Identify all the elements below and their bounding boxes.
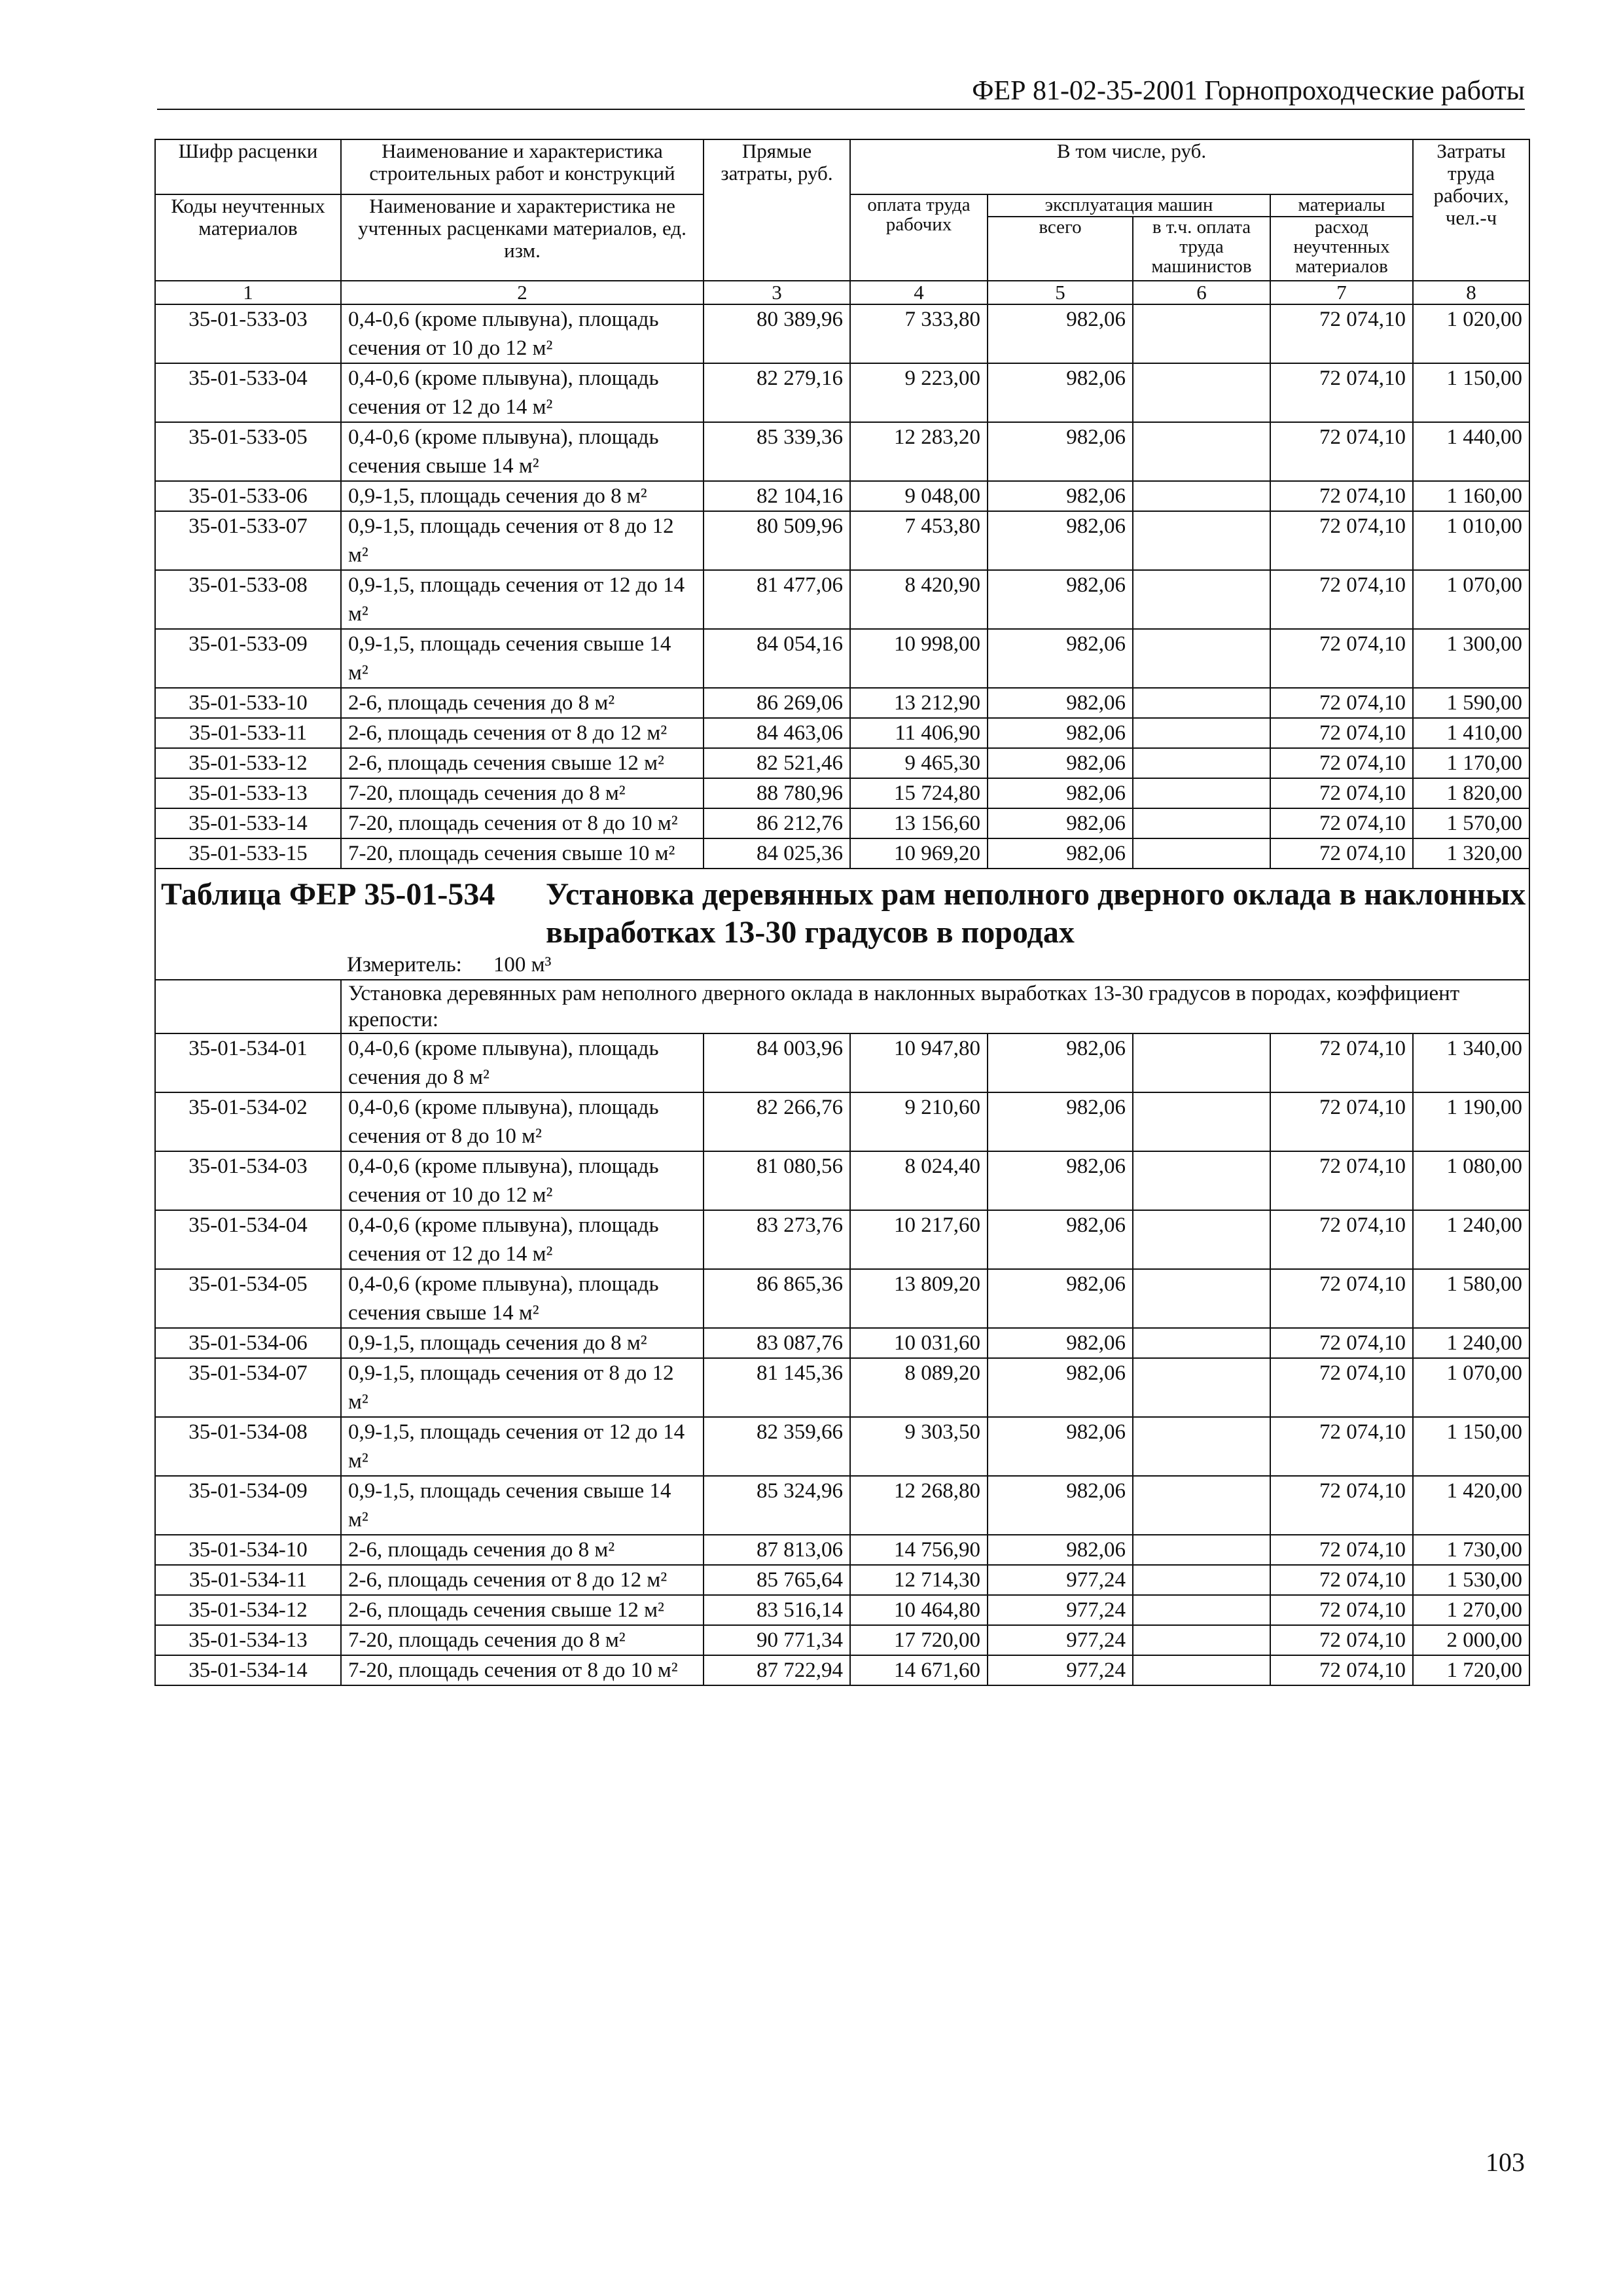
rate-code: 35-01-533-13 xyxy=(155,778,341,808)
table-header xyxy=(155,139,1529,304)
materials-cost: 72 074,10 xyxy=(1270,481,1413,511)
materials-cost: 72 074,10 xyxy=(1270,1092,1413,1151)
materials-cost: 72 074,10 xyxy=(1270,304,1413,363)
table-row xyxy=(155,422,1529,481)
materials-cost: 72 074,10 xyxy=(1270,1358,1413,1417)
work-description: 0,9-1,5, площадь сечения свыше 14 м² xyxy=(341,629,704,688)
machines-cost: 977,24 xyxy=(988,1595,1133,1625)
table-row xyxy=(155,363,1529,422)
workers-wages: 17 720,00 xyxy=(850,1625,988,1655)
labor-hours: 1 070,00 xyxy=(1413,570,1529,629)
labor-hours: 1 410,00 xyxy=(1413,718,1529,748)
column-numbers-row xyxy=(155,281,1529,304)
machinists-wages xyxy=(1133,1092,1270,1151)
machines-cost: 977,24 xyxy=(988,1655,1133,1685)
labor-hours: 1 820,00 xyxy=(1413,778,1529,808)
direct-costs: 81 477,06 xyxy=(704,570,850,629)
work-description: 0,9-1,5, площадь сечения от 12 до 14 м² xyxy=(341,1417,704,1476)
machines-cost: 982,06 xyxy=(988,363,1133,422)
machinists-wages xyxy=(1133,808,1270,838)
rate-code: 35-01-534-12 xyxy=(155,1595,341,1625)
table-row xyxy=(155,511,1529,570)
section-534 xyxy=(155,869,1529,1033)
work-description: 0,4-0,6 (кроме плывуна), площадь сечения от 12 до 14 м² xyxy=(341,1210,704,1269)
column-number: 7 xyxy=(1270,281,1413,304)
table-row xyxy=(155,1210,1529,1269)
table-row xyxy=(155,1476,1529,1535)
table-row xyxy=(155,570,1529,629)
workers-wages: 7 453,80 xyxy=(850,511,988,570)
direct-costs: 85 339,36 xyxy=(704,422,850,481)
workers-wages: 9 465,30 xyxy=(850,748,988,778)
work-description: 0,9-1,5, площадь сечения от 8 до 12 м² xyxy=(341,1358,704,1417)
machinists-wages xyxy=(1133,718,1270,748)
materials-cost: 72 074,10 xyxy=(1270,1269,1413,1328)
work-description: 2-6, площадь сечения до 8 м² xyxy=(341,1535,704,1565)
workers-wages: 8 089,20 xyxy=(850,1358,988,1417)
direct-costs: 87 722,94 xyxy=(704,1655,850,1685)
machines-cost: 982,06 xyxy=(988,511,1133,570)
machinists-wages xyxy=(1133,1655,1270,1685)
labor-hours: 1 010,00 xyxy=(1413,511,1529,570)
workers-wages: 7 333,80 xyxy=(850,304,988,363)
rate-code: 35-01-534-02 xyxy=(155,1092,341,1151)
machinists-wages xyxy=(1133,1417,1270,1476)
rate-code: 35-01-533-06 xyxy=(155,481,341,511)
materials-cost: 72 074,10 xyxy=(1270,1328,1413,1358)
workers-wages: 10 464,80 xyxy=(850,1595,988,1625)
direct-costs: 82 266,76 xyxy=(704,1092,850,1151)
direct-costs: 80 389,96 xyxy=(704,304,850,363)
table-row xyxy=(155,1092,1529,1151)
machines-cost: 982,06 xyxy=(988,1328,1133,1358)
rows-table-533 xyxy=(155,304,1529,869)
work-description: 2-6, площадь сечения свыше 12 м² xyxy=(341,1595,704,1625)
direct-costs: 84 054,16 xyxy=(704,629,850,688)
table-row xyxy=(155,778,1529,808)
labor-hours: 1 150,00 xyxy=(1413,363,1529,422)
labor-hours: 1 170,00 xyxy=(1413,748,1529,778)
rate-code: 35-01-533-09 xyxy=(155,629,341,688)
direct-costs: 86 269,06 xyxy=(704,688,850,718)
direct-costs: 85 324,96 xyxy=(704,1476,850,1535)
machinists-wages xyxy=(1133,838,1270,869)
table-row xyxy=(155,1358,1529,1417)
table-row xyxy=(155,481,1529,511)
machinists-wages xyxy=(1133,1595,1270,1625)
machines-cost: 982,06 xyxy=(988,838,1133,869)
rate-code: 35-01-533-03 xyxy=(155,304,341,363)
header-materials: материалы xyxy=(1270,194,1413,217)
rate-code: 35-01-534-04 xyxy=(155,1210,341,1269)
workers-wages: 13 809,20 xyxy=(850,1269,988,1328)
direct-costs: 82 359,66 xyxy=(704,1417,850,1476)
table-name: Установка деревянных рам неполного дверного оклада в наклонных выработках 13-30 градусов в породах xyxy=(546,877,1526,950)
table-row xyxy=(155,1595,1529,1625)
machines-cost: 982,06 xyxy=(988,1151,1133,1210)
machines-cost: 982,06 xyxy=(988,629,1133,688)
labor-hours: 1 190,00 xyxy=(1413,1092,1529,1151)
table-row xyxy=(155,1328,1529,1358)
meter-line xyxy=(156,952,1529,979)
section-intro: Установка деревянных рам неполного дверного оклада в наклонных выработках 13-30 градусов в породах, коэффициент крепости: xyxy=(341,980,1529,1033)
labor-hours: 1 580,00 xyxy=(1413,1269,1529,1328)
rate-code: 35-01-534-06 xyxy=(155,1328,341,1358)
materials-cost: 72 074,10 xyxy=(1270,511,1413,570)
rate-code: 35-01-534-13 xyxy=(155,1625,341,1655)
workers-wages: 13 156,60 xyxy=(850,808,988,838)
labor-hours: 1 730,00 xyxy=(1413,1535,1529,1565)
workers-wages: 9 223,00 xyxy=(850,363,988,422)
direct-costs: 82 521,46 xyxy=(704,748,850,778)
column-number: 2 xyxy=(341,281,704,304)
intro-empty-cell xyxy=(155,980,341,1033)
rate-code: 35-01-534-11 xyxy=(155,1565,341,1595)
labor-hours: 1 160,00 xyxy=(1413,481,1529,511)
machines-cost: 977,24 xyxy=(988,1565,1133,1595)
workers-wages: 12 714,30 xyxy=(850,1565,988,1595)
workers-wages: 14 671,60 xyxy=(850,1655,988,1685)
materials-cost: 72 074,10 xyxy=(1270,1565,1413,1595)
meter-value: 100 м³ xyxy=(493,953,552,977)
materials-cost: 72 074,10 xyxy=(1270,1595,1413,1625)
work-description: 7-20, площадь сечения свыше 10 м² xyxy=(341,838,704,869)
table-row xyxy=(155,1565,1529,1595)
materials-cost: 72 074,10 xyxy=(1270,422,1413,481)
rate-code: 35-01-534-08 xyxy=(155,1417,341,1476)
machinists-wages xyxy=(1133,481,1270,511)
materials-cost: 72 074,10 xyxy=(1270,808,1413,838)
machinists-wages xyxy=(1133,1358,1270,1417)
rate-code: 35-01-533-12 xyxy=(155,748,341,778)
work-description: 7-20, площадь сечения от 8 до 10 м² xyxy=(341,1655,704,1685)
direct-costs: 87 813,06 xyxy=(704,1535,850,1565)
header-material-consumption: расход неучтенных материалов xyxy=(1270,217,1413,281)
section-intro-row xyxy=(155,980,1529,1033)
materials-cost: 72 074,10 xyxy=(1270,629,1413,688)
header-unaccounted-name: Наименование и характеристика не учтенных расценками материалов, ед. изм. xyxy=(341,194,704,281)
machines-cost: 982,06 xyxy=(988,718,1133,748)
machinists-wages xyxy=(1133,1033,1270,1092)
materials-cost: 72 074,10 xyxy=(1270,1655,1413,1685)
header-direct-costs: Прямые затраты, руб. xyxy=(704,139,850,281)
rate-code: 35-01-534-09 xyxy=(155,1476,341,1535)
workers-wages: 15 724,80 xyxy=(850,778,988,808)
materials-cost: 72 074,10 xyxy=(1270,778,1413,808)
rate-code: 35-01-533-07 xyxy=(155,511,341,570)
machinists-wages xyxy=(1133,1476,1270,1535)
direct-costs: 82 279,16 xyxy=(704,363,850,422)
workers-wages: 9 303,50 xyxy=(850,1417,988,1476)
labor-hours: 1 240,00 xyxy=(1413,1328,1529,1358)
column-number: 6 xyxy=(1133,281,1270,304)
materials-cost: 72 074,10 xyxy=(1270,1151,1413,1210)
machinists-wages xyxy=(1133,1625,1270,1655)
machines-cost: 982,06 xyxy=(988,1358,1133,1417)
materials-cost: 72 074,10 xyxy=(1270,1417,1413,1476)
work-description: 0,4-0,6 (кроме плывуна), площадь сечения до 8 м² xyxy=(341,1033,704,1092)
work-description: 0,9-1,5, площадь сечения до 8 м² xyxy=(341,481,704,511)
work-description: 0,4-0,6 (кроме плывуна), площадь сечения свыше 14 м² xyxy=(341,422,704,481)
machines-cost: 982,06 xyxy=(988,304,1133,363)
labor-hours: 1 720,00 xyxy=(1413,1655,1529,1685)
machines-cost: 982,06 xyxy=(988,1535,1133,1565)
labor-hours: 1 270,00 xyxy=(1413,1595,1529,1625)
table-row xyxy=(155,1655,1529,1685)
page-number: 103 xyxy=(1486,2147,1525,2177)
header-machines: эксплуатация машин xyxy=(988,194,1270,217)
labor-hours: 1 150,00 xyxy=(1413,1417,1529,1476)
work-description: 2-6, площадь сечения от 8 до 12 м² xyxy=(341,718,704,748)
materials-cost: 72 074,10 xyxy=(1270,570,1413,629)
direct-costs: 81 145,36 xyxy=(704,1358,850,1417)
work-description: 7-20, площадь сечения до 8 м² xyxy=(341,1625,704,1655)
direct-costs: 84 025,36 xyxy=(704,838,850,869)
table-row xyxy=(155,808,1529,838)
labor-hours: 1 020,00 xyxy=(1413,304,1529,363)
price-table xyxy=(154,139,1530,1686)
workers-wages: 10 217,60 xyxy=(850,1210,988,1269)
machinists-wages xyxy=(1133,570,1270,629)
labor-hours: 1 080,00 xyxy=(1413,1151,1529,1210)
workers-wages: 10 947,80 xyxy=(850,1033,988,1092)
direct-costs: 80 509,96 xyxy=(704,511,850,570)
direct-costs: 81 080,56 xyxy=(704,1151,850,1210)
work-description: 0,4-0,6 (кроме плывуна), площадь сечения свыше 14 м² xyxy=(341,1269,704,1328)
materials-cost: 72 074,10 xyxy=(1270,688,1413,718)
direct-costs: 88 780,96 xyxy=(704,778,850,808)
work-description: 0,9-1,5, площадь сечения от 12 до 14 м² xyxy=(341,570,704,629)
machines-cost: 982,06 xyxy=(988,688,1133,718)
machinists-wages xyxy=(1133,363,1270,422)
labor-hours: 1 240,00 xyxy=(1413,1210,1529,1269)
machines-cost: 982,06 xyxy=(988,570,1133,629)
workers-wages: 9 210,60 xyxy=(850,1092,988,1151)
machines-cost: 982,06 xyxy=(988,1417,1133,1476)
materials-cost: 72 074,10 xyxy=(1270,748,1413,778)
labor-hours: 1 590,00 xyxy=(1413,688,1529,718)
table-number: Таблица ФЕР 35-01-534 xyxy=(161,877,495,912)
materials-cost: 72 074,10 xyxy=(1270,1535,1413,1565)
direct-costs: 84 463,06 xyxy=(704,718,850,748)
labor-hours: 1 440,00 xyxy=(1413,422,1529,481)
work-description: 0,4-0,6 (кроме плывуна), площадь сечения от 8 до 10 м² xyxy=(341,1092,704,1151)
work-description: 0,9-1,5, площадь сечения до 8 м² xyxy=(341,1328,704,1358)
header-unaccounted-codes: Коды неучтенных материалов xyxy=(155,194,341,281)
materials-cost: 72 074,10 xyxy=(1270,1033,1413,1092)
table-row xyxy=(155,1269,1529,1328)
machines-cost: 982,06 xyxy=(988,1033,1133,1092)
machines-cost: 982,06 xyxy=(988,808,1133,838)
machines-cost: 982,06 xyxy=(988,422,1133,481)
direct-costs: 86 865,36 xyxy=(704,1269,850,1328)
table-row xyxy=(155,748,1529,778)
running-header: ФЕР 81-02-35-2001 Горнопроходческие работы xyxy=(157,73,1525,110)
machinists-wages xyxy=(1133,422,1270,481)
machines-cost: 982,06 xyxy=(988,748,1133,778)
machinists-wages xyxy=(1133,1151,1270,1210)
labor-hours: 1 340,00 xyxy=(1413,1033,1529,1092)
header-including: В том числе, руб. xyxy=(850,139,1413,194)
materials-cost: 72 074,10 xyxy=(1270,1210,1413,1269)
table-row xyxy=(155,688,1529,718)
section-title-cell xyxy=(155,869,1529,980)
materials-cost: 72 074,10 xyxy=(1270,363,1413,422)
work-description: 0,4-0,6 (кроме плывуна), площадь сечения от 12 до 14 м² xyxy=(341,363,704,422)
machines-cost: 977,24 xyxy=(988,1625,1133,1655)
workers-wages: 9 048,00 xyxy=(850,481,988,511)
section-title xyxy=(156,869,1529,952)
rate-code: 35-01-534-10 xyxy=(155,1535,341,1565)
workers-wages: 10 031,60 xyxy=(850,1328,988,1358)
workers-wages: 10 969,20 xyxy=(850,838,988,869)
section-title-row xyxy=(155,869,1529,980)
machinists-wages xyxy=(1133,511,1270,570)
workers-wages: 14 756,90 xyxy=(850,1535,988,1565)
table-row xyxy=(155,629,1529,688)
direct-costs: 85 765,64 xyxy=(704,1565,850,1595)
table-row xyxy=(155,1625,1529,1655)
rate-code: 35-01-533-08 xyxy=(155,570,341,629)
rate-code: 35-01-534-01 xyxy=(155,1033,341,1092)
work-description: 7-20, площадь сечения от 8 до 10 м² xyxy=(341,808,704,838)
column-number: 4 xyxy=(850,281,988,304)
work-description: 0,4-0,6 (кроме плывуна), площадь сечения от 10 до 12 м² xyxy=(341,304,704,363)
direct-costs: 83 273,76 xyxy=(704,1210,850,1269)
work-description: 0,4-0,6 (кроме плывуна), площадь сечения от 10 до 12 м² xyxy=(341,1151,704,1210)
direct-costs: 84 003,96 xyxy=(704,1033,850,1092)
header-machinist-wages: в т.ч. оплата труда машинистов xyxy=(1133,217,1270,281)
meter-label: Измеритель: xyxy=(347,953,462,977)
labor-hours: 1 300,00 xyxy=(1413,629,1529,688)
direct-costs: 90 771,34 xyxy=(704,1625,850,1655)
table-row xyxy=(155,1033,1529,1092)
rate-code: 35-01-534-14 xyxy=(155,1655,341,1685)
header-machines-total: всего xyxy=(988,217,1133,281)
workers-wages: 13 212,90 xyxy=(850,688,988,718)
work-description: 2-6, площадь сечения до 8 м² xyxy=(341,688,704,718)
machinists-wages xyxy=(1133,1328,1270,1358)
rate-code: 35-01-533-15 xyxy=(155,838,341,869)
header-name: Наименование и характеристика строительных работ и конструкций xyxy=(341,139,704,194)
workers-wages: 8 024,40 xyxy=(850,1151,988,1210)
machinists-wages xyxy=(1133,1565,1270,1595)
labor-hours: 2 000,00 xyxy=(1413,1625,1529,1655)
direct-costs: 82 104,16 xyxy=(704,481,850,511)
work-description: 0,9-1,5, площадь сечения свыше 14 м² xyxy=(341,1476,704,1535)
materials-cost: 72 074,10 xyxy=(1270,1476,1413,1535)
table-row xyxy=(155,1535,1529,1565)
labor-hours: 1 420,00 xyxy=(1413,1476,1529,1535)
rate-code: 35-01-534-07 xyxy=(155,1358,341,1417)
machinists-wages xyxy=(1133,304,1270,363)
work-description: 2-6, площадь сечения свыше 12 м² xyxy=(341,748,704,778)
rate-code: 35-01-533-10 xyxy=(155,688,341,718)
machines-cost: 982,06 xyxy=(988,778,1133,808)
labor-hours: 1 530,00 xyxy=(1413,1565,1529,1595)
table-row xyxy=(155,838,1529,869)
direct-costs: 83 516,14 xyxy=(704,1595,850,1625)
rate-code: 35-01-534-03 xyxy=(155,1151,341,1210)
rate-code: 35-01-533-05 xyxy=(155,422,341,481)
table-row xyxy=(155,718,1529,748)
machines-cost: 982,06 xyxy=(988,481,1133,511)
table-row xyxy=(155,304,1529,363)
direct-costs: 86 212,76 xyxy=(704,808,850,838)
table-row xyxy=(155,1417,1529,1476)
labor-hours: 1 570,00 xyxy=(1413,808,1529,838)
machines-cost: 982,06 xyxy=(988,1210,1133,1269)
machines-cost: 982,06 xyxy=(988,1476,1133,1535)
rate-code: 35-01-533-11 xyxy=(155,718,341,748)
column-number: 3 xyxy=(704,281,850,304)
labor-hours: 1 070,00 xyxy=(1413,1358,1529,1417)
materials-cost: 72 074,10 xyxy=(1270,838,1413,869)
materials-cost: 72 074,10 xyxy=(1270,1625,1413,1655)
direct-costs: 83 087,76 xyxy=(704,1328,850,1358)
header-labor: Затраты труда рабочих, чел.-ч xyxy=(1413,139,1529,281)
machinists-wages xyxy=(1133,778,1270,808)
work-description: 0,9-1,5, площадь сечения от 8 до 12 м² xyxy=(341,511,704,570)
column-number: 1 xyxy=(155,281,341,304)
work-description: 2-6, площадь сечения от 8 до 12 м² xyxy=(341,1565,704,1595)
machinists-wages xyxy=(1133,688,1270,718)
workers-wages: 10 998,00 xyxy=(850,629,988,688)
workers-wages: 8 420,90 xyxy=(850,570,988,629)
machines-cost: 982,06 xyxy=(988,1269,1133,1328)
machinists-wages xyxy=(1133,1269,1270,1328)
machines-cost: 982,06 xyxy=(988,1092,1133,1151)
rate-code: 35-01-533-04 xyxy=(155,363,341,422)
labor-hours: 1 320,00 xyxy=(1413,838,1529,869)
materials-cost: 72 074,10 xyxy=(1270,718,1413,748)
column-number: 8 xyxy=(1413,281,1529,304)
workers-wages: 12 268,80 xyxy=(850,1476,988,1535)
work-description: 7-20, площадь сечения до 8 м² xyxy=(341,778,704,808)
table-row xyxy=(155,1151,1529,1210)
column-number: 5 xyxy=(988,281,1133,304)
rate-code: 35-01-534-05 xyxy=(155,1269,341,1328)
workers-wages: 11 406,90 xyxy=(850,718,988,748)
rows-table-534 xyxy=(155,1033,1529,1685)
rate-code: 35-01-533-14 xyxy=(155,808,341,838)
workers-wages: 12 283,20 xyxy=(850,422,988,481)
machinists-wages xyxy=(1133,629,1270,688)
machinists-wages xyxy=(1133,748,1270,778)
header-wages: оплата труда рабочих xyxy=(850,194,988,281)
header-code: Шифр расценки xyxy=(155,139,341,194)
machinists-wages xyxy=(1133,1210,1270,1269)
machinists-wages xyxy=(1133,1535,1270,1565)
